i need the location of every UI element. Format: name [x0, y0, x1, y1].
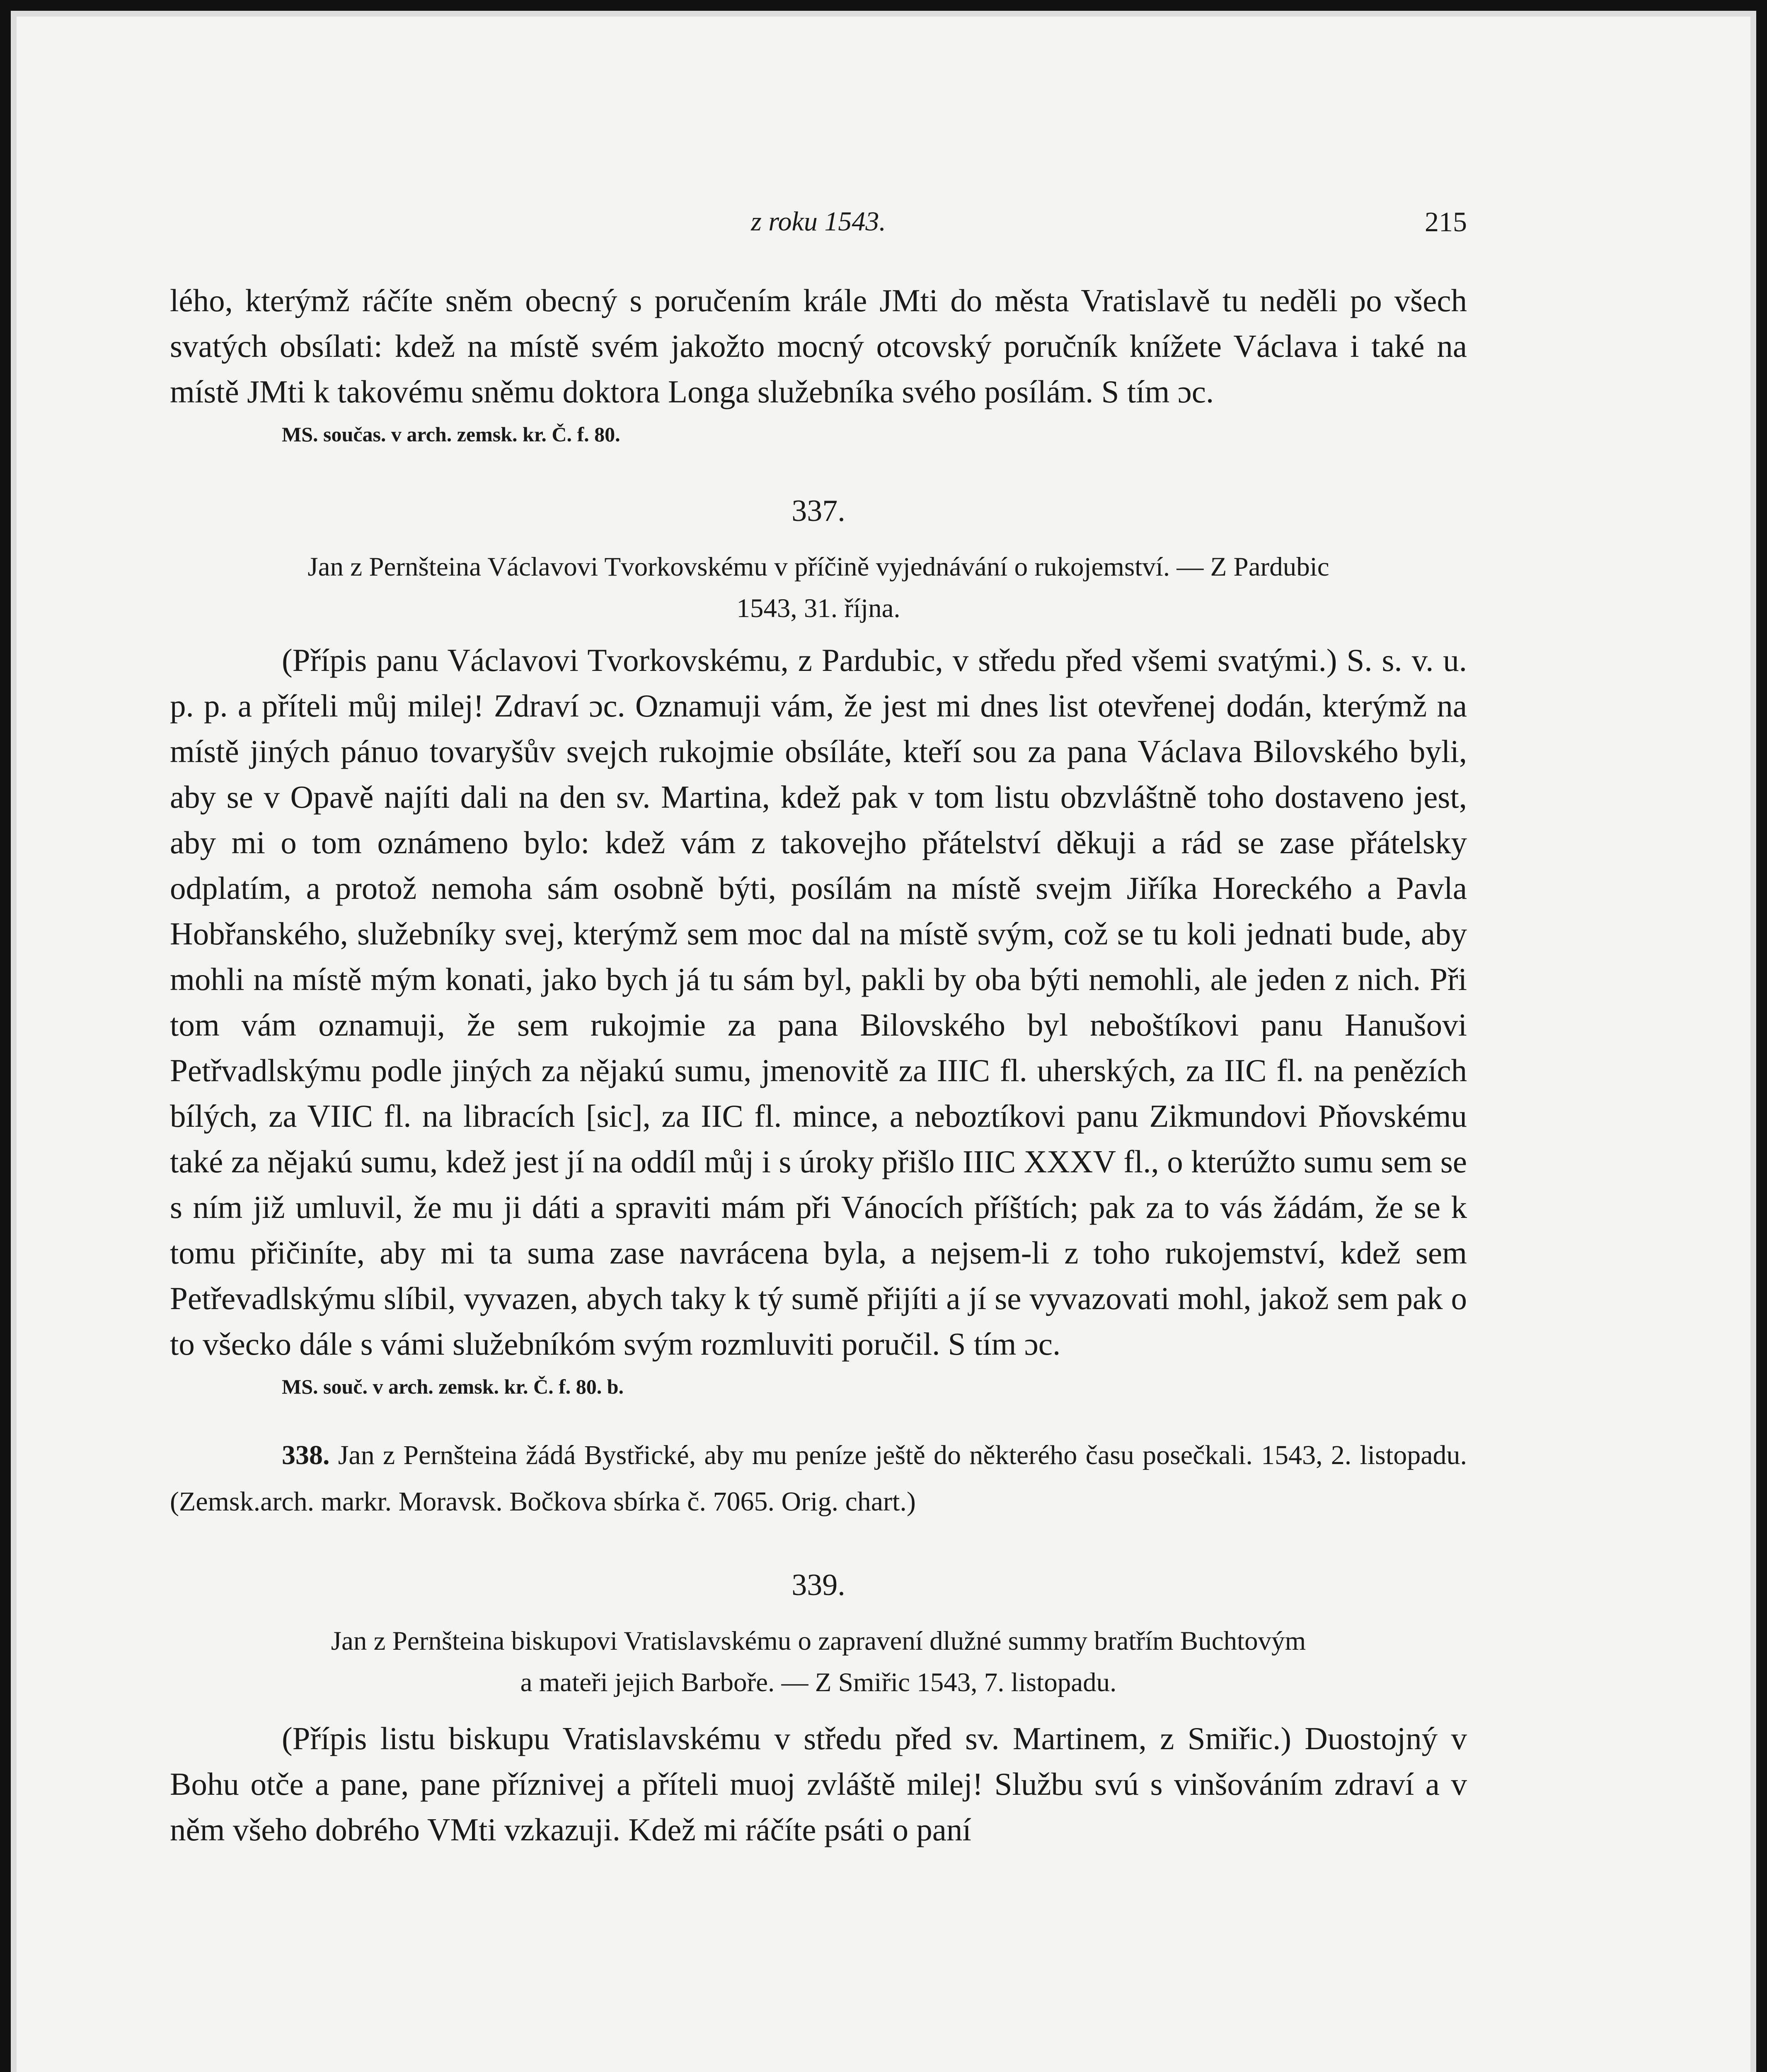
running-head: z roku 1543. — [751, 206, 886, 237]
document-337-regest: Jan z Pernšteina Václavovi Tvorkovskému v příčině vyjednávání o rukojemství. — Z Pardubic — [307, 552, 1329, 582]
document-number-337: 337. — [792, 494, 845, 528]
document-339-text: (Přípis listu biskupu Vratislavskému v středu před sv. Martinem, z Smiřic.) Duostojný v Bohu otče a pane, pane příznivej a příteli muoj zvláště milej! Službu svú s vinšováním zdraví a v něm všeho dobrého VMti vzkazuji. Kdež mi ráčíte psáti o paní — [170, 1721, 1467, 1847]
prev-document-source-note: MS. součas. v arch. zemsk. kr. Č. f. 80. — [282, 423, 620, 446]
document-number-338: 338. — [282, 1440, 330, 1470]
book-page — [170, 0, 1467, 2072]
document-337-date: 1543, 31. října. — [736, 593, 900, 623]
page-text — [170, 278, 1467, 1852]
page-number: 215 — [1425, 206, 1467, 237]
document-339-regest: Jan z Pernšteina biskupovi Vratislavskému o zapravení dlužné summy bratřím Buchtovým — [331, 1626, 1306, 1656]
document-338-summary — [170, 1432, 1467, 1525]
document-number-339: 339. — [792, 1568, 845, 1602]
document-337-text: (Přípis panu Václavovi Tvorkovskému, z Pardubic, v středu před všemi svatými.) S. s. v. u. p. p. a příteli můj milej! Zdraví ɔc. Oznamuji vám, že jest mi dnes list otevřenej dodán, kterýmž na místě jiných pánuo tovaryšův svejch rukojmie obsíláte, kteří sou za pana Václava Bilovského byli, aby se v Opavě najíti dali na den sv. Martina, kdež pak v tom listu obzvláštně toho dostaveno jest, aby mi o tom oznámeno bylo: kdež vám z takovejho přátelství děkuji a rád se zase přátelsky odplatím, a protož nemoha sám osobně býti, posílám na místě svejm Jiříka Horeckého a Pavla Hobřanského, služebníky svej, kterýmž sem moc dal na místě svým, což se tu koli jednati bude, aby mohli na místě mým konati, jako bych já tu sám byl, pakli by oba býti nemohli, ale jeden z nich. Při tom vám oznamuji, že sem rukojmie za pana Bilovského byl neboštíkovi panu Hanušovi Petřvadlskýmu podle jiných za nějakú sumu, jmenovitě za IIIC fl. uherských, za IIC fl. na penězích bílých, za VIIC fl. na libracích [sic], za IIC fl. mince, a neboztíkovi panu Zikmundovi Pňovskému také za nějakú sumu, kdež jest jí na oddíl můj i s úroky přišlo IIIC XXXV fl., o kterúžto sumu sem se s ním již umluvil, že mu ji dáti a spraviti mám při Vánocích příštích; pak za to vás žádám, že se k tomu přičiníte, aby mi ta suma zase navrácena byla, a nejsem-li z toho rukojemství, kdež sem Petřevadlskýmu slíbil, vyvazen, abych taky k tý sumě přijíti a jí se vyvazovati mohl, jakož sem pak o to všecko dále s vámi služebníkóm svým rozmluviti poručil. S tím ɔc. — [170, 642, 1467, 1362]
page-header — [170, 205, 1467, 238]
document-338-text: Jan z Pernšteina žádá Bystřické, aby mu peníze ještě do některého času posečkali. 1543, 2. listopadu. (Zemsk.arch. markr. Moravsk. Bočkova sbírka č. 7065. Orig. chart.) — [170, 1440, 1467, 1517]
prev-document-text: lého, kterýmž ráčíte sněm obecný s poručením krále JMti do města Vratislavě tu neděli po všech svatých obsílati: kdež na místě svém jakožto mocný otcovský poručník knížete Václava i také na místě JMti k takovému sněmu doktora Longa služebníka svého posílám. S tím ɔc. — [170, 283, 1467, 409]
document-339-date: a mateři jejich Barboře. — Z Smiřic 1543, 7. listopadu. — [520, 1668, 1117, 1697]
document-337-source-note: MS. souč. v arch. zemsk. kr. Č. f. 80. b. — [282, 1375, 624, 1398]
